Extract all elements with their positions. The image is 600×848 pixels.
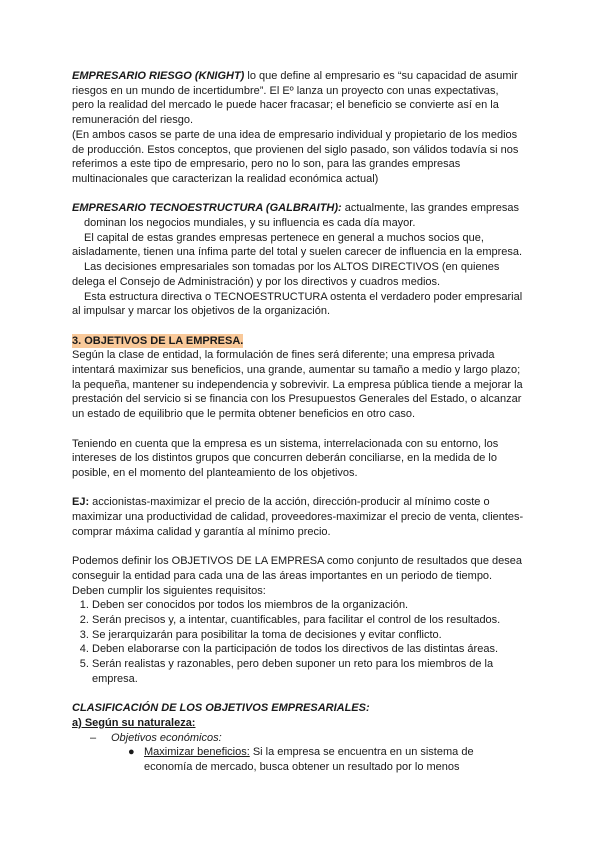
example-line: maximizar una productividad de calidad, proveedores-maximizar el precio de venta, clientes- xyxy=(72,511,524,524)
galbraith-term: EMPRESARIO TECNOESTRUCTURA (GALBRAITH): xyxy=(72,202,342,215)
p1-line: Según la clase de entidad, la formulación de fines será diferente; una empresa privada xyxy=(72,349,495,362)
p3-line: Podemos definir los OBJETIVOS DE LA EMPRESA como conjunto de resultados que desea xyxy=(72,555,523,568)
requirement-item: 4. Deben elaborarse con la participación de todos los directivos de las distintas áreas. xyxy=(92,642,530,657)
section-heading: 3. OBJETIVOS DE LA EMPRESA. xyxy=(72,334,244,347)
knight-term: EMPRESARIO RIESGO (KNIGHT) xyxy=(72,70,245,82)
p1-line: prestación del servicio si se financia con los Presupuestos Generales del Estado, o alcanzar xyxy=(72,393,522,406)
example-label: EJ: xyxy=(72,496,90,509)
p2-line: intereses de los distintos grupos que concurren deberán conciliarse, en la medida de lo xyxy=(72,452,497,465)
requirements-list xyxy=(72,598,530,686)
p3-line: Deben cumplir los siguientes requisitos: xyxy=(72,584,266,597)
requirement-item: 2. Serán precisos y, a intentar, cuantificables, para facilitar el control de los resultados. xyxy=(92,613,530,628)
p1-line: intentará maximizar sus beneficios, una grande, aumentar su tamaño a medio y largo plazo; xyxy=(72,364,521,377)
example-paragraph: EJ: accionistas-maximizar el precio de la acción, dirección-producir al mínimo coste o xyxy=(72,496,490,509)
classification-heading: CLASIFICACIÓN DE LOS OBJETIVOS EMPRESARIALES: xyxy=(72,702,370,715)
bullet-dot: ● xyxy=(128,746,135,759)
document-page: EMPRESARIO RIESGO (KNIGHT) lo que define al empresario es “su capacidad de asumir riesgos en un mundo de incertidumbre”. El Eº lanza un proyecto con unas expectativas, pero la realidad del mercado le puede hacer fracasar; el beneficio se convierte así en la remuneración del riesgo. (En ambos casos se parte de una idea de empresario individual y propietario de los medios de producción. Estos conceptos, que provienen del siglo pasado, son válidos todavía si nos referimos a este tipo de empresario, pero no lo son, para las grandes empresas multinacionales que caracterizan la realidad económica actual) EMPRESARIO TECNOESTRUCTURA (GALBRAITH): actualmente, las grandes empresas dominan los negocios mundiales, y su influencia es cada día mayor. El capital de estas grandes empresas pertenece en general a muchos socios que, aisladamente, tienen una ínfima parte del total y suelen carecer de influencia en la empresa. Las decisiones empresariales son tomadas por los ALTOS DIRECTIVOS (en quienes delega el Consejo de Administración) y por los directivos y cuadros medios. Esta estructura directiva o TECNOESTRUCTURA ostenta el verdadero poder empresarial al impulsar y marcar los objetivos de la organización. 3. OBJETIVOS DE LA EMPRESA. Según la clase de entidad, la formulación de fines será diferente; una empresa privada intentará maximizar sus beneficios, una grande, aumentar su tamaño a medio y largo plazo; la pequeña, mantener su independencia y sobrevivir. La empresa pública tiende a mejorar la prestación del servicio si se financia con los Presupuestos Generales del Estado, o alcanzar un estado de equilibrio que le permita obtener beneficios en otro caso. Teniendo en cuenta que la empresa es un sistema, interrelacionada con su entorno, los intereses de los distintos grupos que concurren deberán conciliarse, en la medida de lo posible, en el momento del planteamiento de los objetivos. EJ: accionistas-maximizar el precio de la acción, dirección-producir al mínimo coste o maximizar una productividad de calidad, proveedores-maximizar el precio de venta, clientes- comprar máxima calidad y garantía al mínimo precio. Podemos definir los OBJETIVOS DE LA EMPRESA como conjunto de resultados que desea conseguir la entidad para cada una de las áreas importantes en un periodo de tiempo. Deben cumplir los siguientes requisitos: 1. Deben ser conocidos por todos los miembros de la organización. 2. Serán precisos y, a intentar, cuantificables, para facilitar el control de los resultados. 3. Se jerarquizarán para posibilitar la toma de decisiones y evitar conflicto. 4. Deben elaborarse con la participación de todos los directivos de las distintas áreas. 5. Serán realistas y razonables, pero deben suponer un reto para los miembros de la empresa. CLASIFICACIÓN DE LOS OBJETIVOS EMPRESARIALES: a) Según su naturaleza: – Objetivos económicos: ● Maximizar beneficios: Si la empresa se encuentra en un sistema de economía de mercado, busca obtener un resultado por lo menos xyxy=(72,69,530,775)
p1-line: la pequeña, mantener su independencia y sobrevivir. La empresa pública tiende a mejorar la xyxy=(72,378,523,391)
dash-item: – Objetivos económicos: xyxy=(90,731,222,744)
knight-paragraph: EMPRESARIO RIESGO (KNIGHT) lo que define al empresario es “su capacidad de asumir xyxy=(72,70,518,82)
bullet-term: Maximizar beneficios: xyxy=(144,746,250,759)
requirement-item: 3. Se jerarquizarán para posibilitar la toma de decisiones y evitar conflicto. xyxy=(92,628,530,643)
bullet-continuation: economía de mercado, busca obtener un resultado por lo menos xyxy=(144,760,460,773)
dash-marker: – xyxy=(90,731,97,744)
galbraith-paragraph: EMPRESARIO TECNOESTRUCTURA (GALBRAITH): actualmente, las grandes empresas xyxy=(72,202,520,215)
p2-line: posible, en el momento del planteamiento de los objetivos. xyxy=(72,466,358,479)
example-line: comprar máxima calidad y garantía al mínimo precio. xyxy=(72,525,331,538)
p2-line: Teniendo en cuenta que la empresa es un sistema, interrelacionada con su entorno, los xyxy=(72,437,499,450)
p3-line: conseguir la entidad para cada una de las áreas importantes en un periodo de tiempo. xyxy=(72,569,493,582)
requirement-item: 1. Deben ser conocidos por todos los miembros de la organización. xyxy=(92,598,530,613)
p1-line: un estado de equilibrio que le permita obtener beneficios en otro caso. xyxy=(72,408,416,421)
subheading-a: a) Según su naturaleza: xyxy=(72,716,196,729)
bullet-item: ● Maximizar beneficios: Si la empresa se encuentra en un sistema de xyxy=(128,746,474,759)
requirement-item: 5. Serán realistas y razonables, pero deben suponer un reto para los miembros de la empresa. xyxy=(92,657,530,686)
